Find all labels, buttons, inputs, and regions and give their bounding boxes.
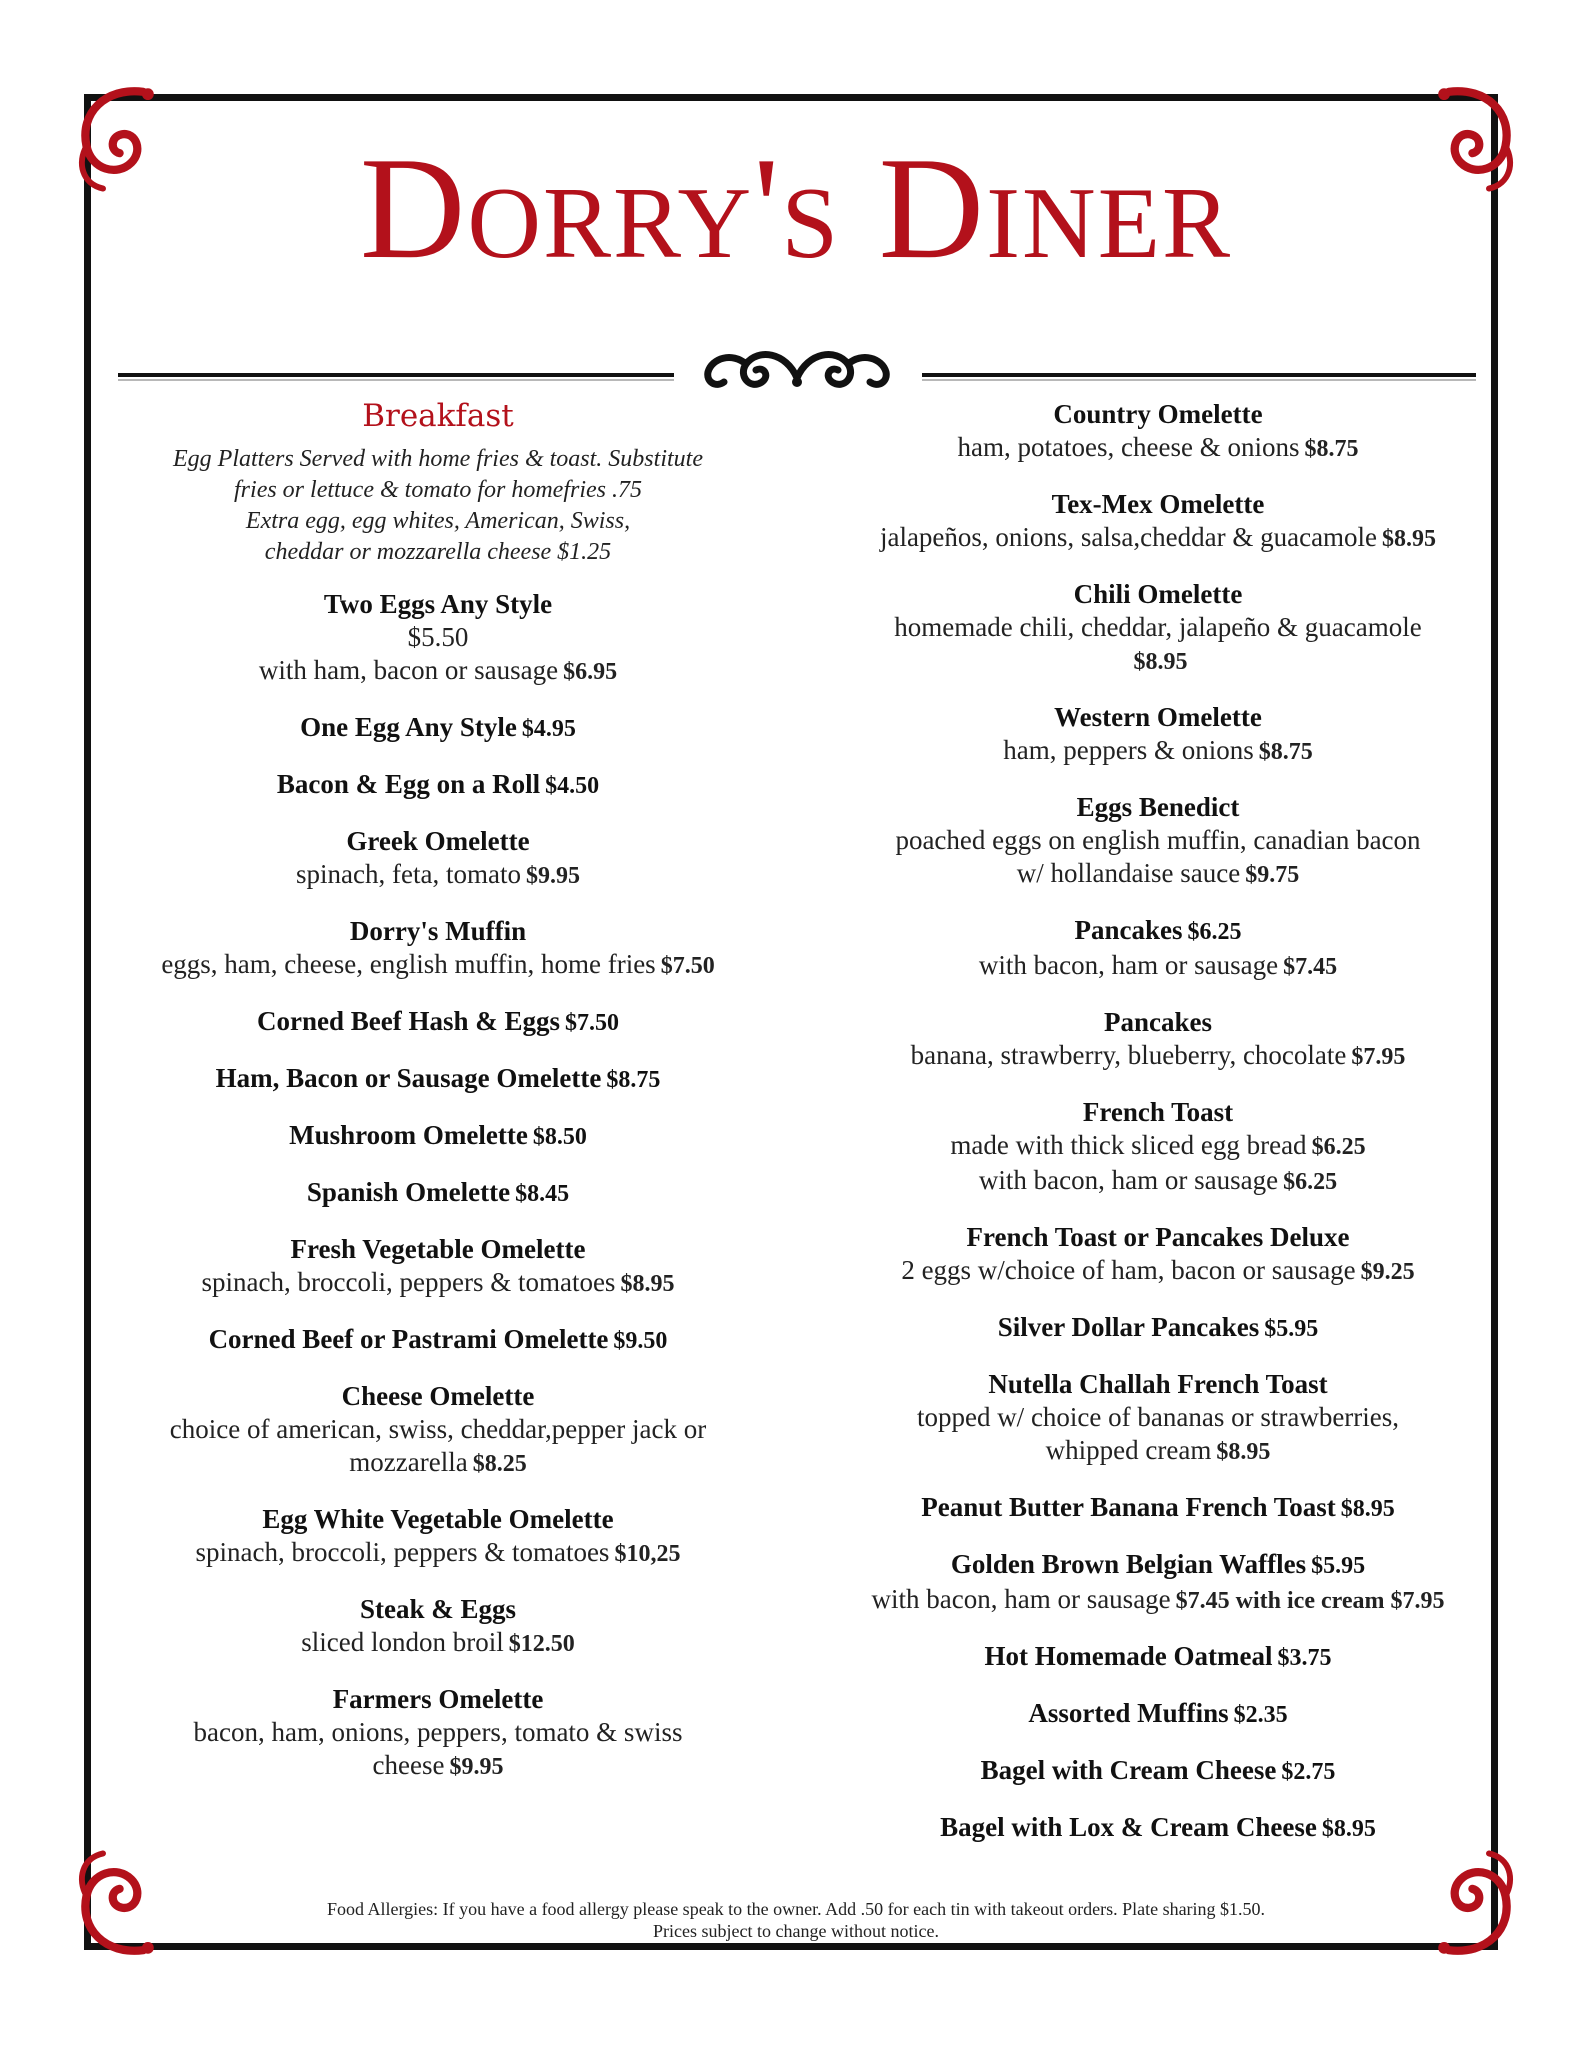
item-description <box>118 1446 758 1481</box>
menu-item <box>838 578 1478 679</box>
item-name: Assorted Muffins <box>1028 1698 1229 1728</box>
item-price: $7.50 <box>660 953 715 979</box>
restaurant-title: Dorry's Diner <box>359 127 1233 289</box>
menu-item <box>838 1311 1478 1346</box>
description-text: eggs, ham, cheese, english muffin, home fries <box>161 949 656 979</box>
menu-item <box>838 1811 1478 1846</box>
menu-item <box>118 1119 758 1154</box>
menu-item <box>838 1697 1478 1732</box>
item-description <box>118 1716 758 1749</box>
item-name-line <box>838 1221 1478 1254</box>
menu-item <box>118 1233 758 1301</box>
description-text: made with thick sliced egg bread <box>950 1130 1307 1160</box>
menu-item <box>118 588 758 689</box>
item-name: Pancakes <box>1074 915 1183 945</box>
item-name: Greek Omelette <box>346 826 530 856</box>
item-description <box>838 1129 1478 1164</box>
item-name: French Toast or Pancakes Deluxe <box>966 1222 1350 1252</box>
item-name-line <box>838 1006 1478 1039</box>
description-text: ham, peppers & onions <box>1003 735 1254 765</box>
footer-line: Prices subject to change without notice. <box>653 1921 939 1941</box>
menu-item <box>118 825 758 893</box>
menu-column-right <box>838 398 1478 1868</box>
item-description <box>838 734 1478 769</box>
item-name-line <box>118 1119 758 1154</box>
description-text: ham, potatoes, cheese & onions <box>957 432 1300 462</box>
description-text: poached eggs on english muffin, canadian bacon <box>895 825 1421 855</box>
item-price: $6.25 <box>1283 1169 1338 1195</box>
description-text: cheese <box>372 1750 445 1780</box>
section-title: Breakfast <box>362 398 514 434</box>
item-name-line <box>118 1593 758 1626</box>
description-text: with bacon, ham or sausage <box>978 950 1279 980</box>
item-price: $12.50 <box>508 1631 575 1657</box>
menu-item <box>838 488 1478 556</box>
item-price: $8.95 <box>1382 526 1437 552</box>
item-name: Western Omelette <box>1054 702 1262 732</box>
footer-line: Food Allergies: If you have a food allergy please speak to the owner. Add .50 for each tin with takeout orders. Plate sharing $1.50. <box>326 1899 1266 1919</box>
item-name: Bacon & Egg on a Roll <box>276 769 541 799</box>
menu-item <box>118 915 758 983</box>
menu-item <box>118 1503 758 1571</box>
item-price: $9.25 <box>1360 1259 1415 1285</box>
item-name-line <box>838 1811 1478 1846</box>
item-price: $8.95 <box>1133 649 1188 675</box>
item-price: $6.25 <box>1311 1134 1366 1160</box>
menu-item <box>118 1005 758 1040</box>
item-name: Bagel with Lox & Cream Cheese <box>940 1812 1317 1842</box>
divider-left <box>118 373 674 382</box>
item-price: $8.95 <box>620 1271 675 1297</box>
item-name: Silver Dollar Pancakes <box>997 1312 1260 1342</box>
scroll-ornament-icon <box>694 338 900 402</box>
item-description <box>118 1536 758 1571</box>
section-note <box>118 444 758 568</box>
menu-item <box>118 1062 758 1097</box>
divider-right <box>922 373 1476 382</box>
item-description <box>838 611 1478 644</box>
item-name-line <box>838 1754 1478 1789</box>
menu-item <box>838 1096 1478 1199</box>
item-name-line <box>118 1683 758 1716</box>
item-name-line <box>118 768 758 803</box>
item-name-line <box>118 915 758 948</box>
item-name-line <box>838 791 1478 824</box>
item-name: Two Eggs Any Style <box>323 589 553 619</box>
item-name: French Toast <box>1082 1097 1234 1127</box>
description-text: with ham, bacon or sausage <box>258 655 559 685</box>
item-name: Cheese Omelette <box>341 1381 535 1411</box>
description-text: whipped cream <box>1045 1435 1212 1465</box>
description-text: choice of american, swiss, cheddar,pepper jack or <box>169 1414 707 1444</box>
item-price: $9.50 <box>613 1328 668 1354</box>
item-price: $8.75 <box>1304 436 1359 462</box>
item-description <box>118 858 758 893</box>
item-name: Country Omelette <box>1053 399 1263 429</box>
item-price: $10,25 <box>614 1541 681 1567</box>
item-name-line <box>118 711 758 746</box>
item-price: $9.95 <box>449 1754 504 1780</box>
item-price: $8.95 <box>1321 1816 1376 1842</box>
item-price: $8.45 <box>515 1181 570 1207</box>
item-name: Hot Homemade Oatmeal <box>984 1641 1273 1671</box>
item-name-line <box>118 1380 758 1413</box>
menu-item <box>118 1593 758 1661</box>
item-price: $8.75 <box>1258 739 1313 765</box>
menu-item <box>838 1640 1478 1675</box>
menu-item <box>118 1683 758 1784</box>
item-name: Corned Beef or Pastrami Omelette <box>208 1324 609 1354</box>
item-description <box>838 521 1478 556</box>
description-text: homemade chili, cheddar, jalapeño & guacamole <box>894 612 1422 642</box>
menu-item <box>838 791 1478 892</box>
description-text: spinach, broccoli, peppers & tomatoes <box>201 1267 616 1297</box>
item-price: $6.95 <box>563 659 618 685</box>
item-price: $7.45 <box>1283 954 1338 980</box>
item-description <box>838 857 1478 892</box>
item-price: $8.50 <box>532 1124 587 1150</box>
item-description <box>838 644 1478 679</box>
item-price: $6.25 <box>1187 919 1242 945</box>
item-description <box>118 1266 758 1301</box>
item-name-line <box>838 398 1478 431</box>
description-text: 2 eggs w/choice of ham, bacon or sausage <box>901 1255 1356 1285</box>
note-line: Egg Platters Served with home fries & toast. Substitute <box>173 446 703 472</box>
item-name-line <box>118 1323 758 1358</box>
item-name: Corned Beef Hash & Eggs <box>257 1006 560 1036</box>
item-name: One Egg Any Style <box>300 712 517 742</box>
menu-item <box>838 398 1478 466</box>
note-line: cheddar or mozzarella cheese $1.25 <box>264 539 612 565</box>
item-name: Tex-Mex Omelette <box>1051 489 1265 519</box>
item-name: Nutella Challah French Toast <box>988 1369 1328 1399</box>
item-name-line <box>838 1368 1478 1401</box>
menu-item <box>118 711 758 746</box>
item-name: Pancakes <box>1104 1007 1212 1037</box>
item-description <box>838 1039 1478 1074</box>
menu-item <box>838 1491 1478 1526</box>
item-name-line <box>838 914 1478 949</box>
item-description <box>838 1434 1478 1469</box>
item-price: $8.95 <box>1340 1496 1395 1522</box>
menu-column-left <box>118 398 758 1806</box>
menu-item <box>118 1380 758 1481</box>
item-description <box>838 1164 1478 1199</box>
item-price: $8.95 <box>1216 1439 1271 1465</box>
item-name-line <box>118 588 758 621</box>
item-name-line <box>118 1233 758 1266</box>
menu-item <box>838 1548 1478 1618</box>
item-price: $8.25 <box>472 1451 527 1477</box>
item-name: Steak & Eggs <box>359 1594 516 1624</box>
item-name: Egg White Vegetable Omelette <box>262 1504 614 1534</box>
item-price: $2.75 <box>1281 1759 1336 1785</box>
item-name-line <box>838 1491 1478 1526</box>
description-text: with bacon, ham or sausage <box>871 1584 1171 1614</box>
menu-item <box>118 768 758 803</box>
item-name-line <box>838 1096 1478 1129</box>
item-name-line <box>838 701 1478 734</box>
item-price: $9.95 <box>525 863 580 889</box>
item-description <box>118 621 758 654</box>
item-name-line <box>118 1062 758 1097</box>
item-name: Chili Omelette <box>1073 579 1243 609</box>
menu-item <box>838 1754 1478 1789</box>
description-text: $5.50 <box>407 622 469 652</box>
item-price: $5.95 <box>1311 1553 1366 1579</box>
menu-item <box>118 1323 758 1358</box>
item-name: Eggs Benedict <box>1076 792 1240 822</box>
description-text: mozzarella <box>349 1447 468 1477</box>
menu-item <box>838 1368 1478 1469</box>
item-price: $8.75 <box>606 1067 661 1093</box>
item-description <box>118 654 758 689</box>
note-line: fries or lettuce & tomato for homefries .75 <box>234 477 642 503</box>
item-name-line <box>838 1640 1478 1675</box>
description-text: jalapeños, onions, salsa,cheddar & guacamole <box>879 522 1378 552</box>
description-text: with bacon, ham or sausage <box>978 1165 1279 1195</box>
item-name: Golden Brown Belgian Waffles <box>950 1549 1307 1579</box>
item-name: Fresh Vegetable Omelette <box>290 1234 586 1264</box>
item-description <box>838 949 1478 984</box>
menu-item <box>838 914 1478 984</box>
item-name: Farmers Omelette <box>332 1684 544 1714</box>
item-name-line <box>838 578 1478 611</box>
description-text: sliced london broil <box>301 1627 504 1657</box>
item-description <box>838 824 1478 857</box>
item-name-line <box>118 1503 758 1536</box>
item-name: Ham, Bacon or Sausage Omelette <box>215 1063 602 1093</box>
item-name-line <box>838 488 1478 521</box>
item-description <box>118 948 758 983</box>
item-price: $5.95 <box>1264 1316 1319 1342</box>
menu-item <box>118 1176 758 1211</box>
footer-notice <box>0 1898 1592 1942</box>
item-description <box>838 431 1478 466</box>
item-name-line <box>838 1697 1478 1732</box>
item-price: $2.35 <box>1233 1702 1288 1728</box>
item-price: $7.95 <box>1351 1044 1406 1070</box>
item-name-line <box>838 1311 1478 1346</box>
item-price: $3.75 <box>1277 1645 1332 1671</box>
description-text: banana, strawberry, blueberry, chocolate <box>910 1040 1347 1070</box>
menu-item <box>838 1006 1478 1074</box>
item-name: Mushroom Omelette <box>289 1120 528 1150</box>
item-description <box>118 1626 758 1661</box>
item-name-line <box>118 1005 758 1040</box>
item-description <box>838 1583 1478 1618</box>
item-name: Spanish Omelette <box>306 1177 511 1207</box>
item-name-line <box>118 1176 758 1211</box>
item-name-line <box>838 1548 1478 1583</box>
item-description <box>118 1749 758 1784</box>
menu-item <box>838 701 1478 769</box>
item-name: Peanut Butter Banana French Toast <box>921 1492 1336 1522</box>
description-text: w/ hollandaise sauce <box>1016 858 1241 888</box>
item-description <box>118 1413 758 1446</box>
item-price: $4.95 <box>521 716 576 742</box>
item-price: $7.45 with ice cream $7.95 <box>1175 1588 1445 1614</box>
item-price: $9.75 <box>1245 862 1300 888</box>
item-price: $4.50 <box>545 773 600 799</box>
item-name: Bagel with Cream Cheese <box>980 1755 1277 1785</box>
description-text: spinach, broccoli, peppers & tomatoes <box>195 1537 610 1567</box>
item-name-line <box>118 825 758 858</box>
item-description <box>838 1254 1478 1289</box>
description-text: topped w/ choice of bananas or strawberries, <box>916 1402 1400 1432</box>
item-name: Dorry's Muffin <box>349 916 527 946</box>
item-price: $7.50 <box>565 1010 619 1036</box>
item-description <box>838 1401 1478 1434</box>
description-text: spinach, feta, tomato <box>296 859 521 889</box>
description-text: bacon, ham, onions, peppers, tomato & swiss <box>193 1717 683 1747</box>
menu-item <box>838 1221 1478 1289</box>
note-line: Extra egg, egg whites, American, Swiss, <box>245 508 631 534</box>
